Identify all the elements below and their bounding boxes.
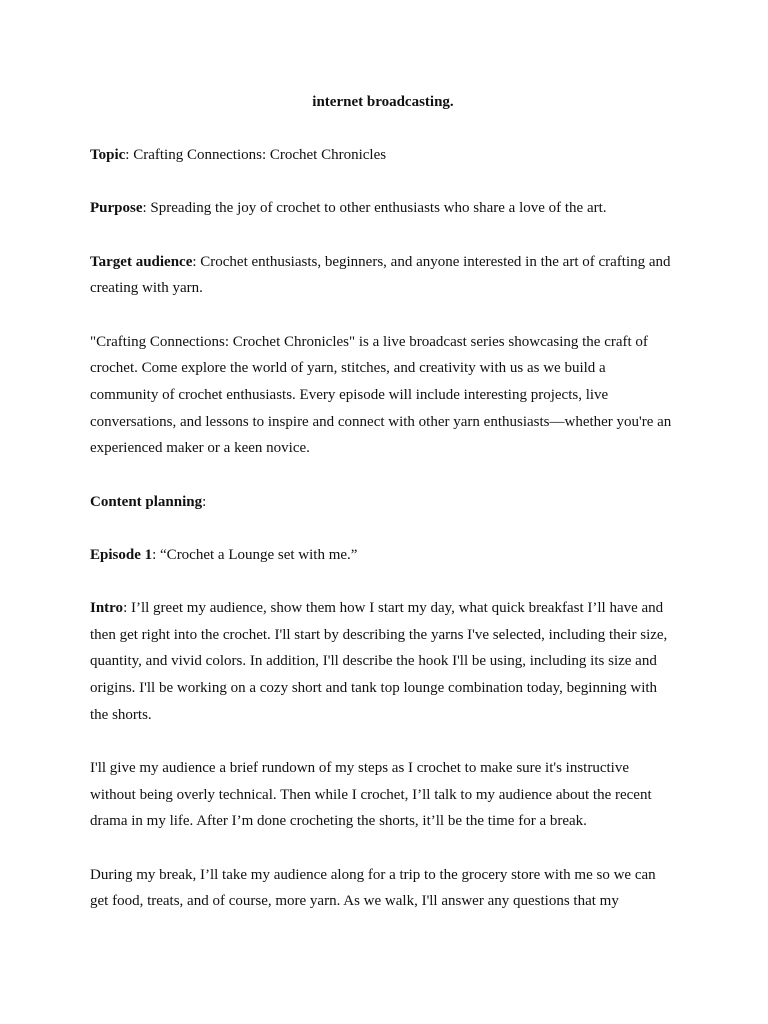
document-title: internet broadcasting.	[312, 94, 454, 110]
episode-1-text: : “Crochet a Lounge set with me.”	[152, 546, 358, 563]
content-planning-text: :	[202, 493, 207, 510]
content-planning-paragraph	[90, 489, 676, 516]
intro-paragraph	[90, 595, 676, 729]
purpose-label: Purpose	[90, 200, 143, 217]
target-audience-label: Target audience	[90, 253, 193, 270]
target-audience-text: : Crochet enthusiasts, beginners, and anyone interested in the art of crafting and creating with yarn.	[90, 253, 671, 297]
content-planning-label: Content planning	[90, 493, 203, 510]
topic-paragraph	[90, 142, 676, 169]
intro-label: Intro	[90, 599, 124, 616]
purpose-paragraph	[90, 195, 676, 222]
purpose-text: : Spreading the joy of crochet to other enthusiasts who share a love of the art.	[142, 200, 607, 217]
episode-1-paragraph	[90, 542, 676, 569]
intro-text: : I’ll greet my audience, show them how I start my day, what quick breakfast I’ll have and then get right into the crochet. I'll start by describing the yarns I've selected, including their size, quantity, and vivid colors. In addition, I'll describe the hook I'll be using, including its size and origins. I'll be working on a cozy short and tank top lounge combination today, beginning with the shorts.	[90, 599, 668, 723]
target-audience-paragraph	[90, 249, 676, 302]
episode-1-label: Episode 1	[90, 546, 153, 563]
rundown-paragraph: I'll give my audience a brief rundown of my steps as I crochet to make sure it's instructive without being overly technical. Then while I crochet, I’ll talk to my audience about the recent drama in my life. After I’m done crocheting the shorts, it’ll be the time for a break.	[90, 759, 652, 830]
break-paragraph: During my break, I’ll take my audience along for a trip to the grocery store with me so we can get food, treats, and of course, more yarn. As we walk, I'll answer any questions that my	[90, 866, 656, 910]
description-paragraph: "Crafting Connections: Crochet Chronicles" is a live broadcast series showcasing the craft of crochet. Come explore the world of yarn, stitches, and creativity with us as we build a community of crochet enthusiasts. Every episode will include interesting projects, live conversations, and lessons to inspire and connect with other yarn enthusiasts—whether you're an experienced maker or a keen novice.	[90, 333, 672, 457]
topic-label: Topic	[90, 147, 126, 164]
topic-text: : Crafting Connections: Crochet Chronicles	[125, 147, 387, 164]
document-page	[90, 89, 676, 941]
